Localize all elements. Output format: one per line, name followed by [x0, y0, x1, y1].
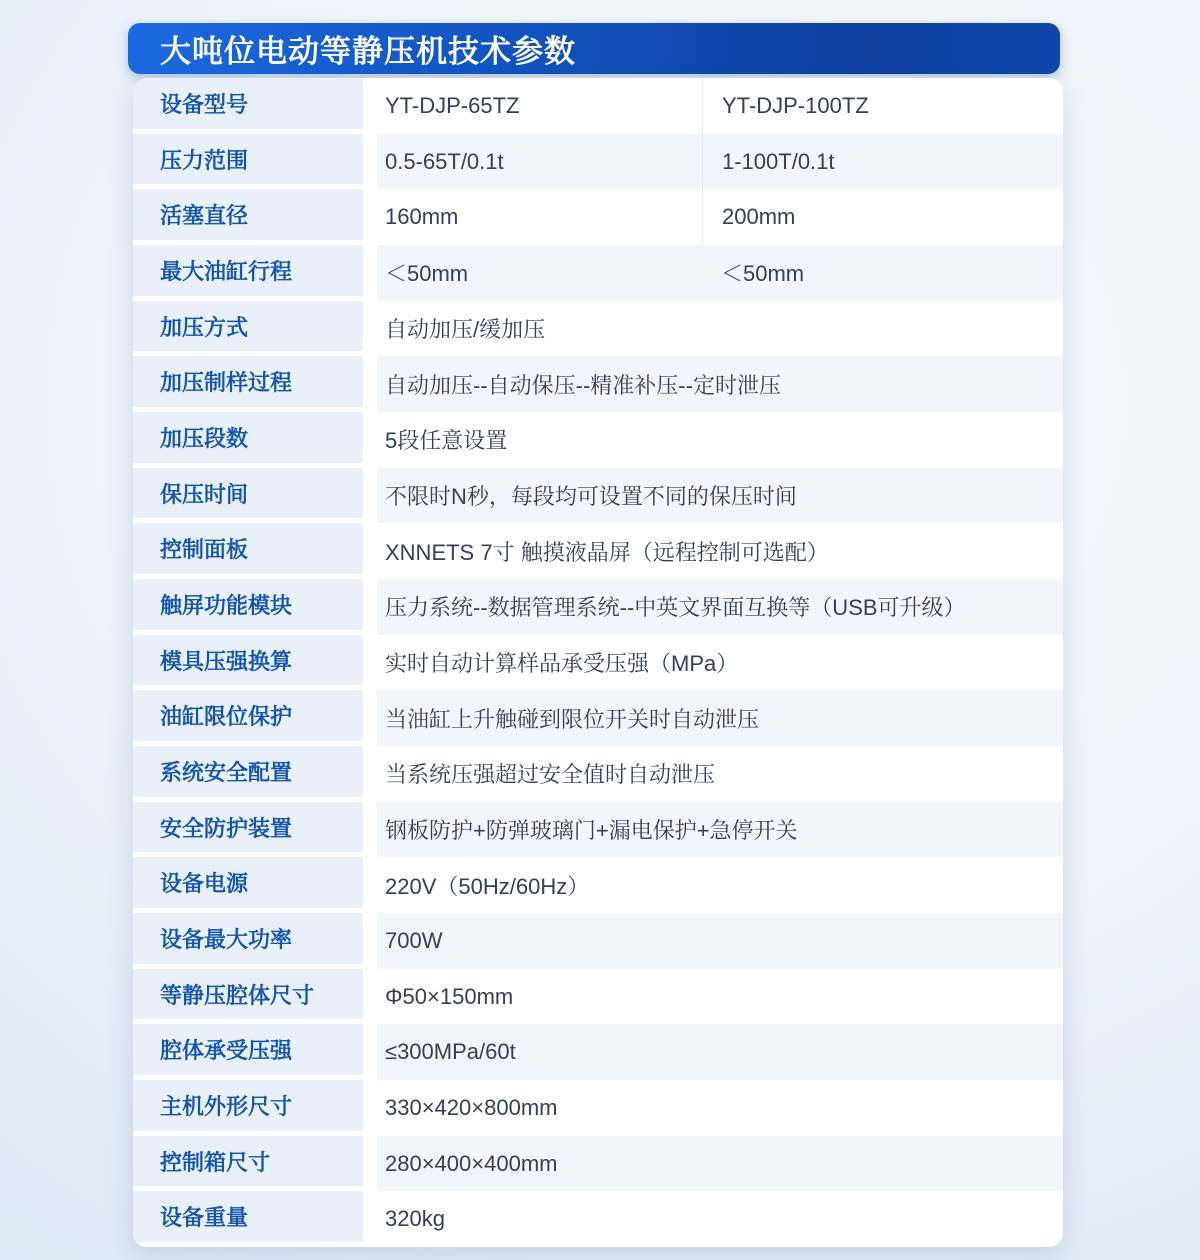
row-values	[377, 468, 1063, 524]
value-cell-model-100: 1-100T/0.1t	[702, 134, 1063, 190]
row-label: 控制面板	[133, 523, 363, 579]
row-label: 保压时间	[133, 468, 363, 524]
value-cell: XNNETS 7寸 触摸液晶屏（远程控制可选配）	[385, 539, 829, 565]
value-cell-model-100: 200mm	[702, 189, 1063, 245]
column-gutter	[363, 245, 377, 301]
column-gutter	[363, 802, 377, 858]
row-label: 等静压腔体尺寸	[133, 969, 363, 1025]
row-label: 设备型号	[133, 78, 363, 134]
row-values	[377, 134, 1063, 190]
value-cell: 220V（50Hz/60Hz）	[385, 873, 590, 899]
row-label: 压力范围	[133, 134, 363, 190]
table-row	[133, 134, 1063, 190]
row-values	[377, 857, 1063, 913]
row-values	[377, 802, 1063, 858]
value-cell: 330×420×800mm	[385, 1094, 558, 1120]
row-values	[377, 969, 1063, 1025]
table-row	[133, 1024, 1063, 1080]
row-label: 加压段数	[133, 412, 363, 468]
row-values	[377, 635, 1063, 691]
row-label: 安全防护装置	[133, 802, 363, 858]
column-gutter	[363, 1191, 377, 1247]
table-row	[133, 1136, 1063, 1192]
table-row	[133, 78, 1063, 134]
row-label: 主机外形尺寸	[133, 1080, 363, 1136]
column-gutter	[363, 134, 377, 190]
value-cell-model-100: ＜50mm	[721, 261, 805, 287]
value-cell: 当系统压强超过安全值时自动泄压	[385, 762, 716, 788]
table-row	[133, 245, 1063, 301]
row-values	[377, 1136, 1063, 1192]
column-gutter	[363, 356, 377, 412]
value-cell: ≤300MPa/60t	[385, 1039, 516, 1065]
column-gutter	[363, 468, 377, 524]
row-values	[377, 301, 1063, 357]
row-values	[377, 746, 1063, 802]
column-gutter	[363, 690, 377, 746]
value-cell: 自动加压--自动保压--精准补压--定时泄压	[385, 372, 781, 398]
row-label: 腔体承受压强	[133, 1024, 363, 1080]
row-values	[377, 913, 1063, 969]
table-row	[133, 579, 1063, 635]
value-cell-model-100: YT-DJP-100TZ	[702, 78, 1063, 134]
row-label: 设备最大功率	[133, 913, 363, 969]
row-label: 控制箱尺寸	[133, 1136, 363, 1192]
value-cell-model-65: 0.5-65T/0.1t	[385, 148, 504, 174]
column-gutter	[363, 579, 377, 635]
column-gutter	[363, 635, 377, 691]
row-values	[377, 1080, 1063, 1136]
table-row	[133, 802, 1063, 858]
column-gutter	[363, 746, 377, 802]
row-label: 活塞直径	[133, 189, 363, 245]
table-row	[133, 857, 1063, 913]
row-values	[377, 78, 1063, 134]
column-gutter	[363, 78, 377, 134]
value-cell: 自动加压/缓加压	[385, 317, 546, 343]
table-row	[133, 1191, 1063, 1247]
table-row	[133, 468, 1063, 524]
spec-table	[133, 78, 1063, 1247]
row-values	[377, 189, 1063, 245]
table-row	[133, 412, 1063, 468]
value-cell: 实时自动计算样品承受压强（MPa）	[385, 651, 739, 677]
row-label: 模具压强换算	[133, 635, 363, 691]
row-values	[377, 356, 1063, 412]
table-row	[133, 690, 1063, 746]
column-gutter	[363, 913, 377, 969]
row-values	[377, 1024, 1063, 1080]
value-cell: 当油缸上升触碰到限位开关时自动泄压	[385, 706, 760, 732]
column-gutter	[363, 301, 377, 357]
table-row	[133, 189, 1063, 245]
value-cell: 不限时N秒，每段均可设置不同的保压时间	[385, 484, 797, 510]
row-label: 加压方式	[133, 301, 363, 357]
row-values	[377, 579, 1063, 635]
page-title: 大吨位电动等静压机技术参数	[160, 34, 576, 70]
column-gutter	[363, 523, 377, 579]
column-gutter	[363, 1024, 377, 1080]
row-label: 设备重量	[133, 1191, 363, 1247]
value-cell: 280×400×400mm	[385, 1150, 558, 1176]
row-values	[377, 690, 1063, 746]
value-cell: 5段任意设置	[385, 428, 508, 454]
table-row	[133, 1080, 1063, 1136]
value-cell-model-65: ＜50mm	[385, 261, 469, 287]
row-label: 油缸限位保护	[133, 690, 363, 746]
value-cell: 320kg	[385, 1206, 445, 1232]
table-row	[133, 523, 1063, 579]
row-label: 设备电源	[133, 857, 363, 913]
spec-card	[133, 78, 1063, 1247]
column-gutter	[363, 1136, 377, 1192]
row-values	[377, 412, 1063, 468]
header-bar	[128, 23, 1060, 74]
row-label: 加压制样过程	[133, 356, 363, 412]
column-gutter	[363, 1080, 377, 1136]
table-row	[133, 635, 1063, 691]
row-label: 系统安全配置	[133, 746, 363, 802]
table-row	[133, 913, 1063, 969]
value-cell: Φ50×150mm	[385, 983, 514, 1009]
table-row	[133, 746, 1063, 802]
row-label: 触屏功能模块	[133, 579, 363, 635]
row-values	[377, 1191, 1063, 1247]
value-cell: 压力系统--数据管理系统--中英文界面互换等（USB可升级）	[385, 595, 966, 621]
value-cell: 钢板防护+防弹玻璃门+漏电保护+急停开关	[385, 818, 798, 844]
table-row	[133, 356, 1063, 412]
row-label: 最大油缸行程	[133, 245, 363, 301]
column-gutter	[363, 412, 377, 468]
column-gutter	[363, 857, 377, 913]
column-gutter	[363, 969, 377, 1025]
table-row	[133, 969, 1063, 1025]
column-gutter	[363, 189, 377, 245]
table-row	[133, 301, 1063, 357]
value-cell-model-65: 160mm	[385, 204, 459, 230]
row-values	[377, 245, 1063, 301]
value-cell-model-65: YT-DJP-65TZ	[385, 92, 520, 118]
row-values	[377, 523, 1063, 579]
value-cell: 700W	[385, 927, 443, 953]
